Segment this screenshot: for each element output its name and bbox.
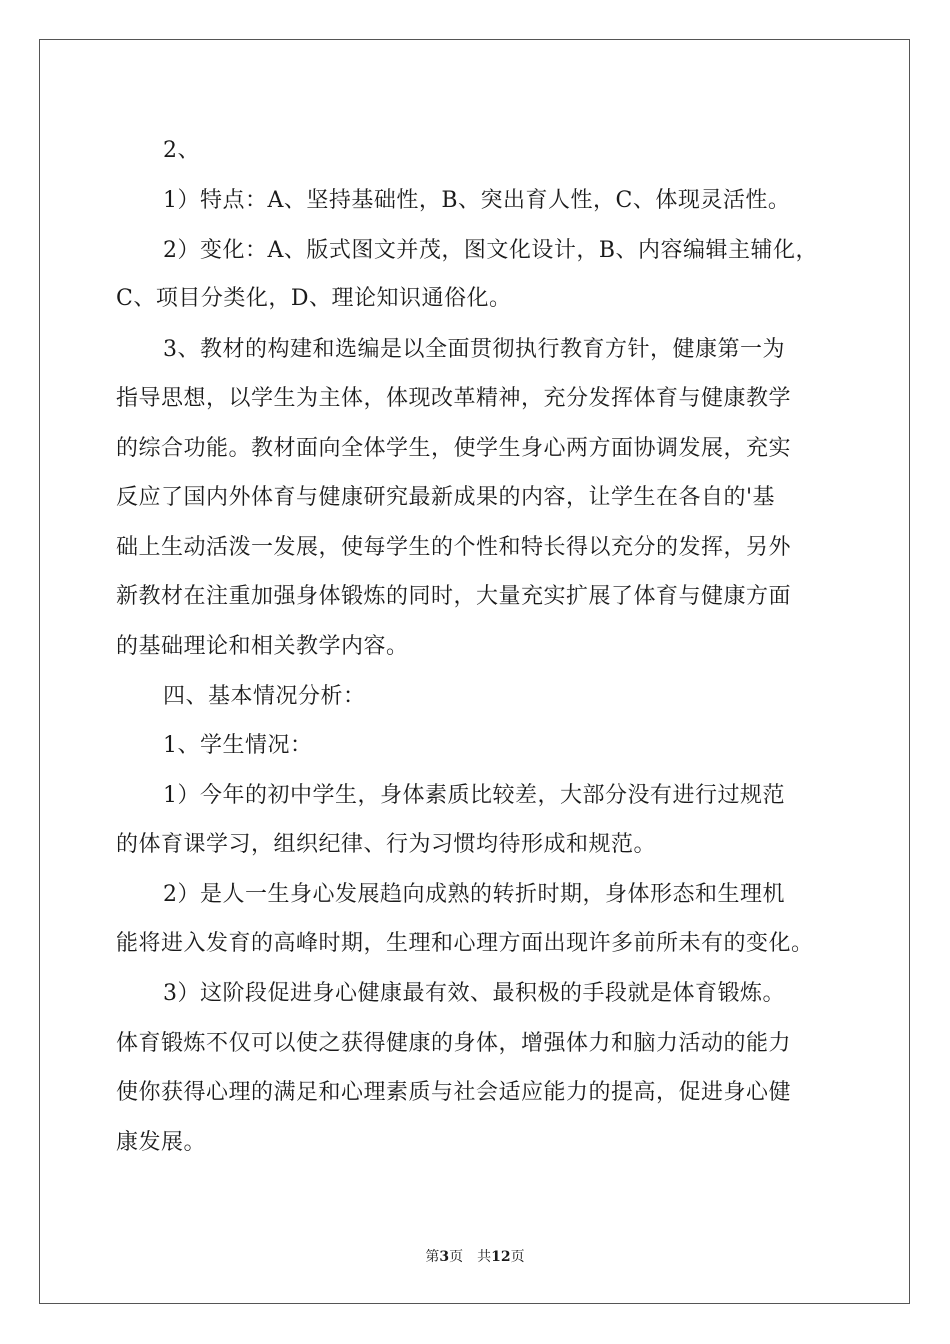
footer-total-suffix: 页 <box>510 1249 525 1265</box>
text-line: 2）是人一生身心发展趋向成熟的转折时期，身体形态和生理机 <box>163 882 785 907</box>
page-border <box>39 39 910 1304</box>
text-line: 1）特点：A、坚持基础性，B、突出育人性，C、体现灵活性。 <box>163 188 791 213</box>
footer-page-suffix: 页 <box>449 1249 464 1265</box>
text-line: C、项目分类化，D、理论知识通俗化。 <box>116 286 512 311</box>
text-line: 2、 <box>163 138 200 163</box>
text-line: 使你获得心理的满足和心理素质与社会适应能力的提高，促进身心健 <box>116 1080 792 1105</box>
text-line: 3、教材的构建和选编是以全面贯彻执行教育方针，健康第一为 <box>163 337 785 362</box>
text-line: 反应了国内外体育与健康研究最新成果的内容，让学生在各自的'基 <box>116 485 776 510</box>
section-heading: 四、基本情况分析： <box>163 684 366 709</box>
text-line: 础上生动活泼一发展，使每学生的个性和特长得以充分的发挥，另外 <box>116 535 792 560</box>
subsection-heading: 1、学生情况： <box>163 733 313 758</box>
text-line: 的基础理论和相关教学内容。 <box>116 634 409 659</box>
text-line: 能将进入发育的高峰时期，生理和心理方面出现许多前所未有的变化。 <box>116 931 814 956</box>
text-line: 体育锻炼不仅可以使之获得健康的身体，增强体力和脑力活动的能力 <box>116 1031 792 1056</box>
text-line: 的体育课学习，组织纪律、行为习惯均待形成和规范。 <box>116 832 657 857</box>
footer-page-prefix: 第 <box>425 1249 440 1265</box>
text-line: 康发展。 <box>116 1130 207 1155</box>
footer-total-pages: 12 <box>491 1249 511 1265</box>
text-line: 新教材在注重加强身体锻炼的同时，大量充实扩展了体育与健康方面 <box>116 584 792 609</box>
page-footer <box>0 1248 950 1266</box>
text-line: 1）今年的初中学生，身体素质比较差，大部分没有进行过规范 <box>163 783 785 808</box>
text-line: 3）这阶段促进身心健康最有效、最积极的手段就是体育锻炼。 <box>163 981 785 1006</box>
text-line: 2）变化：A、版式图文并茂，图文化设计，B、内容编辑主辅化， <box>163 238 819 263</box>
footer-total-prefix: 共 <box>477 1249 492 1265</box>
text-line: 指导思想，以学生为主体，体现改革精神，充分发挥体育与健康教学 <box>116 386 792 411</box>
footer-page-number: 3 <box>439 1249 450 1265</box>
text-line: 的综合功能。教材面向全体学生，使学生身心两方面协调发展，充实 <box>116 436 792 461</box>
